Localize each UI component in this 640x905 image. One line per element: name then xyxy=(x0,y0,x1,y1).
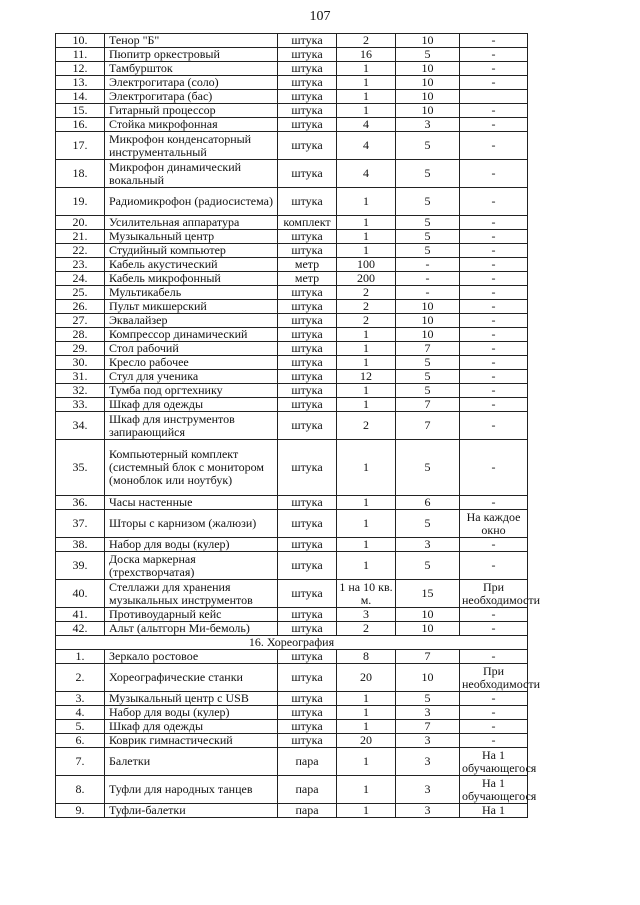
cell-unit: пара xyxy=(278,776,337,804)
cell-term: - xyxy=(396,272,460,286)
cell-num: 19. xyxy=(56,188,105,216)
cell-unit: штука xyxy=(278,188,337,216)
cell-num: 2. xyxy=(56,664,105,692)
cell-unit: пара xyxy=(278,804,337,818)
table-row xyxy=(56,286,528,300)
cell-qty: 2 xyxy=(337,314,396,328)
table-row xyxy=(56,398,528,412)
cell-term: 5 xyxy=(396,230,460,244)
cell-name: Туфли для народных танцев xyxy=(105,776,278,804)
cell-name: Стеллажи для хранения музыкальных инструментов xyxy=(105,580,278,608)
cell-term: 5 xyxy=(396,384,460,398)
cell-unit: метр xyxy=(278,272,337,286)
cell-note: - xyxy=(460,314,528,328)
table-row xyxy=(56,510,528,538)
table-row xyxy=(56,188,528,216)
cell-num: 33. xyxy=(56,398,105,412)
cell-unit: штука xyxy=(278,286,337,300)
table-row xyxy=(56,272,528,286)
cell-note: - xyxy=(460,48,528,62)
cell-note: - xyxy=(460,692,528,706)
cell-note: - xyxy=(460,734,528,748)
table-row xyxy=(56,720,528,734)
cell-qty: 1 xyxy=(337,706,396,720)
cell-name: Набор для воды (кулер) xyxy=(105,538,278,552)
cell-num: 29. xyxy=(56,342,105,356)
cell-note: - xyxy=(460,188,528,216)
cell-name: Стул для ученика xyxy=(105,370,278,384)
cell-unit: штука xyxy=(278,244,337,258)
cell-term: 6 xyxy=(396,496,460,510)
cell-unit: штука xyxy=(278,706,337,720)
cell-unit: штука xyxy=(278,300,337,314)
cell-qty: 1 xyxy=(337,104,396,118)
cell-name: Кабель акустический xyxy=(105,258,278,272)
cell-term: 5 xyxy=(396,356,460,370)
table-row xyxy=(56,706,528,720)
cell-note: - xyxy=(460,496,528,510)
cell-term: 7 xyxy=(396,342,460,356)
cell-term: 3 xyxy=(396,118,460,132)
cell-term: 7 xyxy=(396,650,460,664)
cell-unit: штука xyxy=(278,104,337,118)
cell-name: Шторы с карнизом (жалюзи) xyxy=(105,510,278,538)
cell-note: - xyxy=(460,440,528,496)
cell-unit: штука xyxy=(278,412,337,440)
cell-qty: 4 xyxy=(337,132,396,160)
cell-unit: штука xyxy=(278,552,337,580)
table-body xyxy=(56,33,541,818)
cell-name: Микрофон конденсаторный инструментальный xyxy=(105,132,278,160)
cell-note: - xyxy=(460,132,528,160)
cell-note: - xyxy=(460,398,528,412)
cell-unit: штука xyxy=(278,76,337,90)
cell-unit: штука xyxy=(278,90,337,104)
cell-name: Пульт микшерский xyxy=(105,300,278,314)
cell-note: - xyxy=(460,356,528,370)
cell-term: 10 xyxy=(396,300,460,314)
cell-num: 8. xyxy=(56,776,105,804)
cell-num: 3. xyxy=(56,692,105,706)
cell-term: 5 xyxy=(396,132,460,160)
cell-qty: 12 xyxy=(337,370,396,384)
cell-name: Часы настенные xyxy=(105,496,278,510)
cell-num: 6. xyxy=(56,734,105,748)
cell-num: 42. xyxy=(56,622,105,636)
cell-unit: штука xyxy=(278,608,337,622)
cell-name: Тумба под оргтехнику xyxy=(105,384,278,398)
cell-term: 3 xyxy=(396,748,460,776)
cell-name: Шкаф для одежды xyxy=(105,398,278,412)
cell-name: Кабель микрофонный xyxy=(105,272,278,286)
cell-qty: 8 xyxy=(337,650,396,664)
cell-term: - xyxy=(396,286,460,300)
cell-name: Тамбуршток xyxy=(105,62,278,76)
cell-num: 17. xyxy=(56,132,105,160)
cell-qty: 1 xyxy=(337,720,396,734)
cell-qty: 100 xyxy=(337,258,396,272)
cell-term: 5 xyxy=(396,552,460,580)
cell-note: - xyxy=(460,272,528,286)
cell-note: - xyxy=(460,230,528,244)
cell-num: 27. xyxy=(56,314,105,328)
cell-term: 10 xyxy=(396,622,460,636)
cell-name: Альт (альтгорн Ми-бемоль) xyxy=(105,622,278,636)
cell-qty: 2 xyxy=(337,300,396,314)
cell-qty: 1 xyxy=(337,538,396,552)
table-row xyxy=(56,328,528,342)
table-row xyxy=(56,412,528,440)
cell-num: 28. xyxy=(56,328,105,342)
cell-unit: штука xyxy=(278,496,337,510)
cell-unit: штука xyxy=(278,160,337,188)
cell-name: Эквалайзер xyxy=(105,314,278,328)
cell-term: 3 xyxy=(396,804,460,818)
table-row xyxy=(56,734,528,748)
cell-num: 32. xyxy=(56,384,105,398)
cell-unit: штука xyxy=(278,34,337,48)
cell-qty: 1 xyxy=(337,328,396,342)
cell-unit: штука xyxy=(278,230,337,244)
cell-name: Противоударный кейс xyxy=(105,608,278,622)
cell-qty: 1 xyxy=(337,216,396,230)
cell-qty: 1 xyxy=(337,90,396,104)
table-row xyxy=(56,804,528,818)
cell-unit: штука xyxy=(278,118,337,132)
cell-term: 10 xyxy=(396,34,460,48)
cell-note: - xyxy=(460,118,528,132)
table-row xyxy=(56,258,528,272)
cell-note xyxy=(460,90,528,104)
cell-unit: штука xyxy=(278,132,337,160)
table-row xyxy=(56,692,528,706)
cell-unit: штука xyxy=(278,650,337,664)
table-row xyxy=(56,356,528,370)
cell-unit: штука xyxy=(278,734,337,748)
cell-note: - xyxy=(460,62,528,76)
cell-num: 37. xyxy=(56,510,105,538)
table-row xyxy=(56,496,528,510)
cell-term: 10 xyxy=(396,104,460,118)
cell-note: При необходимости xyxy=(460,664,528,692)
cell-term: 3 xyxy=(396,538,460,552)
cell-qty: 4 xyxy=(337,160,396,188)
cell-note: - xyxy=(460,286,528,300)
cell-num: 25. xyxy=(56,286,105,300)
cell-qty: 1 xyxy=(337,244,396,258)
cell-num: 36. xyxy=(56,496,105,510)
cell-term: 10 xyxy=(396,90,460,104)
cell-unit: метр xyxy=(278,258,337,272)
cell-term: - xyxy=(396,258,460,272)
cell-note: - xyxy=(460,412,528,440)
cell-note: На 1 обучающегося xyxy=(460,748,528,776)
cell-num: 5. xyxy=(56,720,105,734)
table-row xyxy=(56,90,528,104)
cell-term: 10 xyxy=(396,664,460,692)
table-row xyxy=(56,650,528,664)
cell-qty: 1 xyxy=(337,776,396,804)
cell-unit: штука xyxy=(278,370,337,384)
cell-term: 7 xyxy=(396,398,460,412)
cell-qty: 1 xyxy=(337,440,396,496)
cell-qty: 1 xyxy=(337,552,396,580)
table-row xyxy=(56,62,528,76)
cell-note: - xyxy=(460,538,528,552)
cell-note: - xyxy=(460,384,528,398)
cell-name: Мультикабель xyxy=(105,286,278,300)
cell-qty: 1 xyxy=(337,692,396,706)
cell-term: 7 xyxy=(396,720,460,734)
cell-term: 10 xyxy=(396,328,460,342)
cell-term: 10 xyxy=(396,608,460,622)
cell-unit: пара xyxy=(278,748,337,776)
section-header-row xyxy=(56,636,528,650)
cell-name: Шкаф для инструментов запирающийся xyxy=(105,412,278,440)
cell-term: 5 xyxy=(396,244,460,258)
cell-note: - xyxy=(460,300,528,314)
cell-qty: 2 xyxy=(337,622,396,636)
cell-qty: 1 xyxy=(337,76,396,90)
cell-name: Тенор "Б" xyxy=(105,34,278,48)
cell-qty: 1 xyxy=(337,230,396,244)
cell-note: - xyxy=(460,622,528,636)
cell-term: 10 xyxy=(396,62,460,76)
cell-term: 3 xyxy=(396,706,460,720)
cell-num: 4. xyxy=(56,706,105,720)
cell-qty: 1 xyxy=(337,188,396,216)
cell-note: - xyxy=(460,342,528,356)
cell-note: - xyxy=(460,370,528,384)
cell-num: 12. xyxy=(56,62,105,76)
cell-term: 5 xyxy=(396,440,460,496)
cell-qty: 20 xyxy=(337,664,396,692)
cell-term: 5 xyxy=(396,48,460,62)
cell-qty: 1 xyxy=(337,384,396,398)
table-row xyxy=(56,748,528,776)
table-row xyxy=(56,552,528,580)
cell-qty: 200 xyxy=(337,272,396,286)
cell-qty: 1 xyxy=(337,342,396,356)
cell-note: На 1 xyxy=(460,804,528,818)
cell-note: - xyxy=(460,328,528,342)
cell-num: 7. xyxy=(56,748,105,776)
cell-num: 20. xyxy=(56,216,105,230)
cell-note: - xyxy=(460,608,528,622)
cell-unit: штука xyxy=(278,328,337,342)
cell-name: Микрофон динамический вокальный xyxy=(105,160,278,188)
cell-note: - xyxy=(460,244,528,258)
table-row xyxy=(56,300,528,314)
cell-qty: 3 xyxy=(337,608,396,622)
table-row xyxy=(56,370,528,384)
cell-num: 10. xyxy=(56,34,105,48)
cell-qty: 1 xyxy=(337,356,396,370)
cell-name: Студийный компьютер xyxy=(105,244,278,258)
cell-name: Кресло рабочее xyxy=(105,356,278,370)
cell-unit: штука xyxy=(278,342,337,356)
cell-note: При необходимости xyxy=(460,580,528,608)
cell-num: 39. xyxy=(56,552,105,580)
cell-qty: 1 на 10 кв. м. xyxy=(337,580,396,608)
cell-term: 5 xyxy=(396,692,460,706)
cell-num: 24. xyxy=(56,272,105,286)
cell-term: 10 xyxy=(396,76,460,90)
cell-unit: штука xyxy=(278,580,337,608)
cell-name: Пюпитр оркестровый xyxy=(105,48,278,62)
cell-name: Балетки xyxy=(105,748,278,776)
cell-note: - xyxy=(460,76,528,90)
cell-note: - xyxy=(460,720,528,734)
table-row xyxy=(56,216,528,230)
table-row xyxy=(56,132,528,160)
cell-note: - xyxy=(460,706,528,720)
cell-note: - xyxy=(460,216,528,230)
table-row xyxy=(56,230,528,244)
cell-num: 38. xyxy=(56,538,105,552)
cell-unit: штука xyxy=(278,664,337,692)
table-row xyxy=(56,118,528,132)
cell-term: 5 xyxy=(396,216,460,230)
equipment-table xyxy=(55,33,541,818)
table-row xyxy=(56,384,528,398)
cell-note: На 1 обучающегося xyxy=(460,776,528,804)
cell-unit: штука xyxy=(278,48,337,62)
cell-num: 26. xyxy=(56,300,105,314)
cell-num: 15. xyxy=(56,104,105,118)
table-row xyxy=(56,622,528,636)
cell-qty: 1 xyxy=(337,62,396,76)
cell-term: 7 xyxy=(396,412,460,440)
cell-name: Доска маркерная (трехстворчатая) xyxy=(105,552,278,580)
cell-qty: 1 xyxy=(337,398,396,412)
table-row xyxy=(56,104,528,118)
cell-num: 16. xyxy=(56,118,105,132)
cell-num: 9. xyxy=(56,804,105,818)
cell-unit: штука xyxy=(278,384,337,398)
cell-name: Электрогитара (бас) xyxy=(105,90,278,104)
table-row xyxy=(56,34,528,48)
cell-term: 3 xyxy=(396,734,460,748)
cell-note: - xyxy=(460,258,528,272)
cell-name: Компьютерный комплект (системный блок с монитором (моноблок или ноутбук) xyxy=(105,440,278,496)
cell-qty: 20 xyxy=(337,734,396,748)
cell-term: 3 xyxy=(396,776,460,804)
cell-unit: штука xyxy=(278,720,337,734)
page-number: 107 xyxy=(309,9,331,24)
cell-num: 31. xyxy=(56,370,105,384)
section-title: 16. Хореография xyxy=(56,636,528,650)
cell-name: Зеркало ростовое xyxy=(105,650,278,664)
cell-note: - xyxy=(460,552,528,580)
table-row xyxy=(56,580,528,608)
cell-num: 34. xyxy=(56,412,105,440)
table-row xyxy=(56,776,528,804)
cell-name: Усилительная аппаратура xyxy=(105,216,278,230)
cell-term: 5 xyxy=(396,188,460,216)
cell-num: 23. xyxy=(56,258,105,272)
cell-num: 40. xyxy=(56,580,105,608)
cell-name: Шкаф для одежды xyxy=(105,720,278,734)
table-row xyxy=(56,160,528,188)
cell-term: 10 xyxy=(396,314,460,328)
table-row xyxy=(56,538,528,552)
cell-note: - xyxy=(460,34,528,48)
cell-num: 30. xyxy=(56,356,105,370)
cell-num: 41. xyxy=(56,608,105,622)
cell-unit: штука xyxy=(278,622,337,636)
cell-num: 22. xyxy=(56,244,105,258)
cell-qty: 1 xyxy=(337,496,396,510)
cell-name: Коврик гимнастический xyxy=(105,734,278,748)
cell-unit: штука xyxy=(278,692,337,706)
cell-qty: 2 xyxy=(337,412,396,440)
cell-qty: 1 xyxy=(337,748,396,776)
cell-name: Музыкальный центр xyxy=(105,230,278,244)
cell-unit: штука xyxy=(278,62,337,76)
cell-unit: комплект xyxy=(278,216,337,230)
table-row xyxy=(56,48,528,62)
cell-num: 21. xyxy=(56,230,105,244)
cell-name: Набор для воды (кулер) xyxy=(105,706,278,720)
cell-num: 13. xyxy=(56,76,105,90)
cell-name: Гитарный процессор xyxy=(105,104,278,118)
cell-note: - xyxy=(460,160,528,188)
cell-term: 5 xyxy=(396,510,460,538)
cell-qty: 2 xyxy=(337,34,396,48)
table-row xyxy=(56,76,528,90)
cell-name: Туфли-балетки xyxy=(105,804,278,818)
cell-unit: штука xyxy=(278,356,337,370)
cell-unit: штука xyxy=(278,314,337,328)
cell-num: 11. xyxy=(56,48,105,62)
cell-name: Компрессор динамический xyxy=(105,328,278,342)
cell-unit: штука xyxy=(278,538,337,552)
cell-note: - xyxy=(460,104,528,118)
cell-unit: штука xyxy=(278,510,337,538)
cell-name: Хореографические станки xyxy=(105,664,278,692)
table-row xyxy=(56,314,528,328)
cell-term: 5 xyxy=(396,160,460,188)
table-row xyxy=(56,244,528,258)
cell-num: 14. xyxy=(56,90,105,104)
cell-unit: штука xyxy=(278,440,337,496)
cell-name: Электрогитара (соло) xyxy=(105,76,278,90)
cell-qty: 1 xyxy=(337,510,396,538)
cell-term: 15 xyxy=(396,580,460,608)
cell-term: 5 xyxy=(396,370,460,384)
table-row xyxy=(56,342,528,356)
cell-qty: 4 xyxy=(337,118,396,132)
cell-note: - xyxy=(460,650,528,664)
cell-num: 35. xyxy=(56,440,105,496)
cell-name: Стойка микрофонная xyxy=(105,118,278,132)
cell-name: Стол рабочий xyxy=(105,342,278,356)
cell-name: Радиомикрофон (радиосистема) xyxy=(105,188,278,216)
table-row xyxy=(56,664,528,692)
cell-qty: 1 xyxy=(337,804,396,818)
cell-name: Музыкальный центр с USB xyxy=(105,692,278,706)
cell-unit: штука xyxy=(278,398,337,412)
cell-qty: 16 xyxy=(337,48,396,62)
cell-note: На каждое окно xyxy=(460,510,528,538)
table-row xyxy=(56,608,528,622)
cell-num: 1. xyxy=(56,650,105,664)
cell-num: 18. xyxy=(56,160,105,188)
table-row xyxy=(56,440,528,496)
cell-qty: 2 xyxy=(337,286,396,300)
